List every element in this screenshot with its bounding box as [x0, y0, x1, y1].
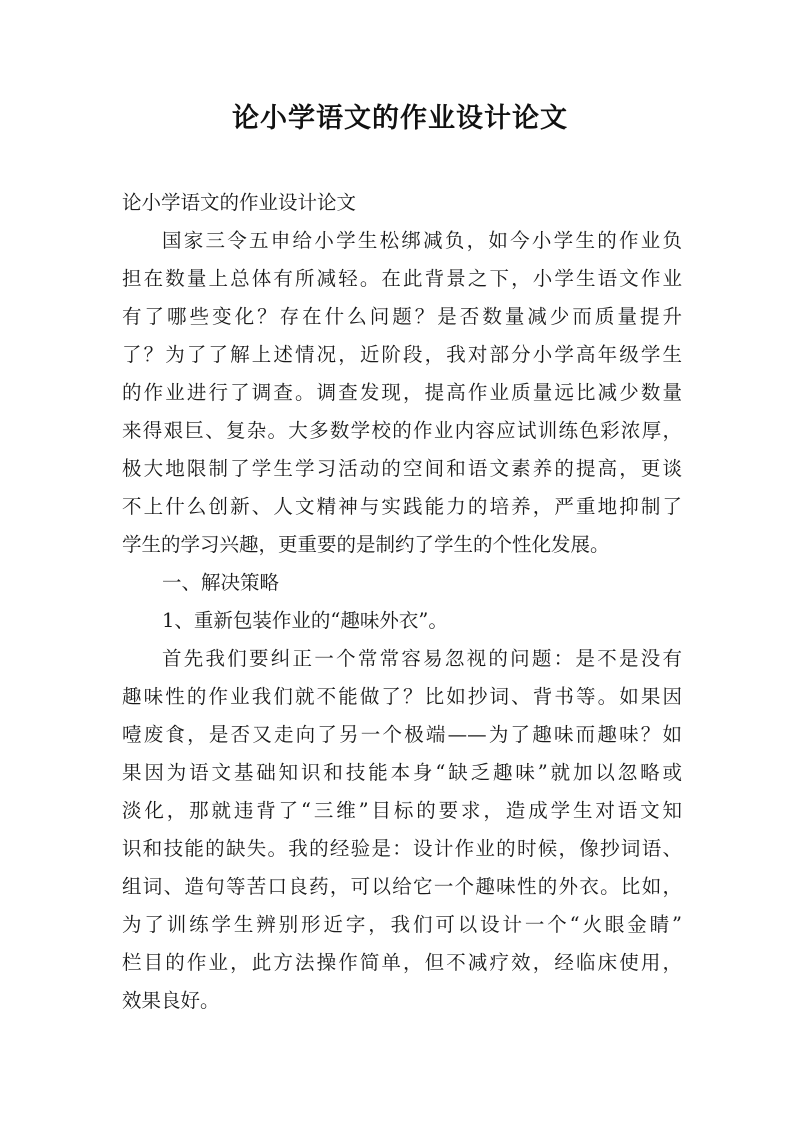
paragraph-line: 组词、造句等苦口良药，可以给它一个趣味性的外衣。比如， [122, 875, 682, 898]
paragraph-line: 为了训练学生辨别形近字，我们可以设计一个“火眼金睛” [122, 913, 682, 936]
paragraph-line: 淡化，那就违背了“三维”目标的要求，造成学生对语文知 [122, 799, 682, 822]
paragraph-strategy [122, 640, 682, 1020]
paragraph-line: 噎废食，是否又走向了另一个极端——为了趣味而趣味？如 [122, 723, 682, 746]
paragraph-line: 有了哪些变化？存在什么问题？是否数量减少而质量提升 [122, 305, 682, 328]
document-body [122, 184, 682, 1020]
document-title: 论小学语文的作业设计论文 [232, 103, 568, 134]
paragraph-line: 效果良好。 [122, 989, 220, 1012]
paragraph-line: 极大地限制了学生学习活动的空间和语文素养的提高，更谈 [122, 457, 682, 480]
paragraph-line: 担在数量上总体有所减轻。在此背景之下，小学生语文作业 [122, 267, 682, 290]
subsection-heading: 1、重新包装作业的“趣味外衣”。 [162, 609, 448, 632]
paragraph-line: 了？为了了解上述情况，近阶段，我对部分小学高年级学生 [122, 343, 682, 366]
paragraph-line: 国家三令五申给小学生松绑减负，如今小学生的作业负 [162, 229, 682, 252]
document-subtitle: 论小学语文的作业设计论文 [122, 191, 357, 214]
paragraph-intro [122, 222, 682, 564]
paragraph-line: 学生的学习兴趣，更重要的是制约了学生的个性化发展。 [122, 533, 610, 556]
paragraph-line: 不上什么创新、人文精神与实践能力的培养，严重地抑制了 [122, 495, 682, 518]
paragraph-line: 来得艰巨、复杂。大多数学校的作业内容应试训练色彩浓厚， [122, 419, 682, 442]
paragraph-line: 趣味性的作业我们就不能做了？比如抄词、背书等。如果因 [122, 685, 682, 708]
section-heading: 一、解决策略 [162, 571, 280, 594]
paragraph-line: 识和技能的缺失。我的经验是：设计作业的时候，像抄词语、 [122, 837, 682, 860]
paragraph-line: 栏目的作业，此方法操作简单，但不减疗效，经临床使用， [122, 951, 682, 974]
paragraph-line: 果因为语文基础知识和技能本身“缺乏趣味”就加以忽略或 [122, 761, 682, 784]
paragraph-line: 首先我们要纠正一个常常容易忽视的问题：是不是没有 [162, 647, 682, 670]
paragraph-line: 的作业进行了调查。调查发现，提高作业质量远比减少数量 [122, 381, 682, 404]
